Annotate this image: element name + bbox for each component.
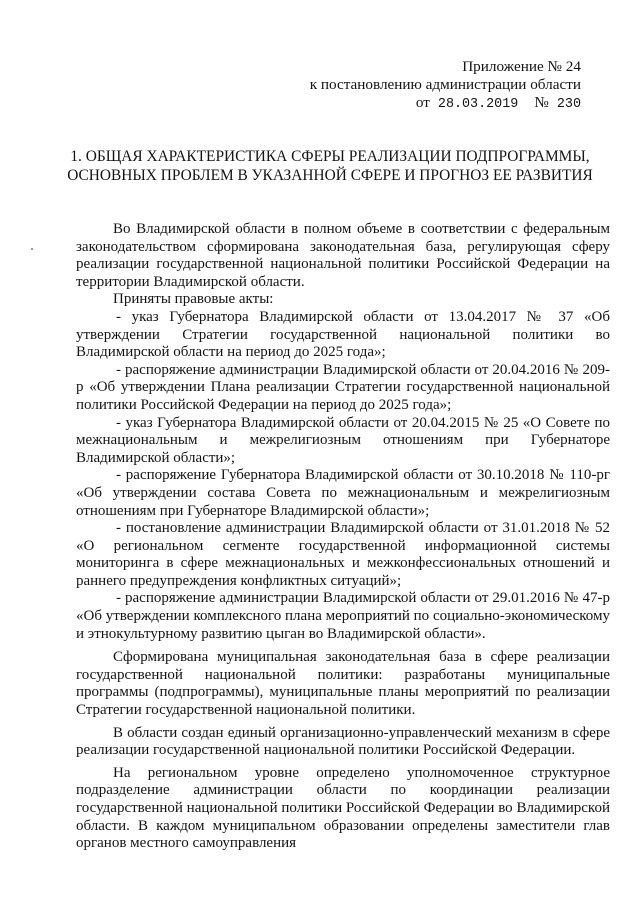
act-item: - указ Губернатора Владимирской области от 13.04.2017 № 37 «Об утверждении Стратегии государственной национальной политики во Владимирской области на период до 2025 года»;: [76, 308, 610, 361]
annex-date-line: [310, 94, 581, 114]
intro-paragraph: Во Владимирской области в полном объеме в соответствии с федеральным законодательством сформирована законодательная база, регулирующая сферу реализации государственной национальной политики Российской Федерации на территории Владимирской области.: [76, 221, 610, 290]
annex-reference: к постановлению администрации области: [309, 76, 581, 93]
act-item: - распоряжение администрации Владимирской области от 29.01.2016 № 47-р «Об утверждении комплексного плана мероприятий по социально-экономическому и этнокультурному развитию цыган во Владимирской области».: [76, 590, 610, 642]
scan-speck: [31, 248, 33, 250]
municipal-paragraph: Сформирована муниципальная законодательная база в сфере реализации государственной национальной политики: разработаны муниципальные программы (подпрограммы), муниципальные планы мероприятий по реализации Стратегии государственной национальной политики.: [76, 649, 610, 719]
act-item: - постановление администрации Владимирской области от 31.01.2018 № 52 «О региональном сегменте государственной информационной системы мониторинга в сфере межнациональных и межконфессиональных отношений и раннего предупреждения конфликтных ситуаций»;: [76, 520, 610, 589]
acts-title: Приняты правовые акты:: [113, 291, 274, 308]
regional-paragraph: На региональном уровне определено уполномоченное структурное подразделение администрации области по координации реализации государственной национальной политики Российской Федерации во Владимирской области. В каждом муниципальном образовании определены заместители глав органов местного самоуправления: [76, 764, 610, 852]
act-item: - указ Губернатора Владимирской области от 20.04.2015 № 25 «О Совете по межнациональным и межрелигиозным отношениям при Губернаторе Владимирской области»;: [76, 414, 610, 466]
annex-number-sign: №: [534, 94, 549, 111]
document-body: [76, 221, 610, 853]
mechanism-paragraph: В области создан единый организационно-управленческий механизм в сфере реализации государственной национальной политики Российской Федерации.: [76, 724, 610, 759]
act-item: - распоряжение Губернатора Владимирской области от 30.10.2018 № 110-рг «Об утверждении состава Совета по межнациональным и межрелигиозным отношениям при Губернаторе Владимирской области»;: [76, 467, 610, 519]
section-heading-line-1: 1. ОБЩАЯ ХАРАКТЕРИСТИКА СФЕРЫ РЕАЛИЗАЦИИ ПОДПРОГРАММЫ,: [70, 148, 590, 165]
section-heading-line-2: ОСНОВНЫХ ПРОБЛЕМ В УКАЗАННОЙ СФЕРЕ И ПРОГНОЗ ЕЕ РАЗВИТИЯ: [67, 167, 593, 184]
annex-date-prefix: от: [415, 94, 430, 111]
annex-resolution-number: 230: [556, 97, 581, 112]
section-heading: [60, 147, 600, 185]
annex-block: [310, 58, 581, 114]
annex-date: 28.03.2019: [437, 97, 519, 112]
annex-number: Приложение № 24: [462, 58, 581, 75]
act-item: - распоряжение администрации Владимирской области от 20.04.2016 № 209-р «Об утверждении Плана реализации Стратегии государственной национальной политики Российской Федерации на период до 2025 года»;: [76, 361, 610, 413]
